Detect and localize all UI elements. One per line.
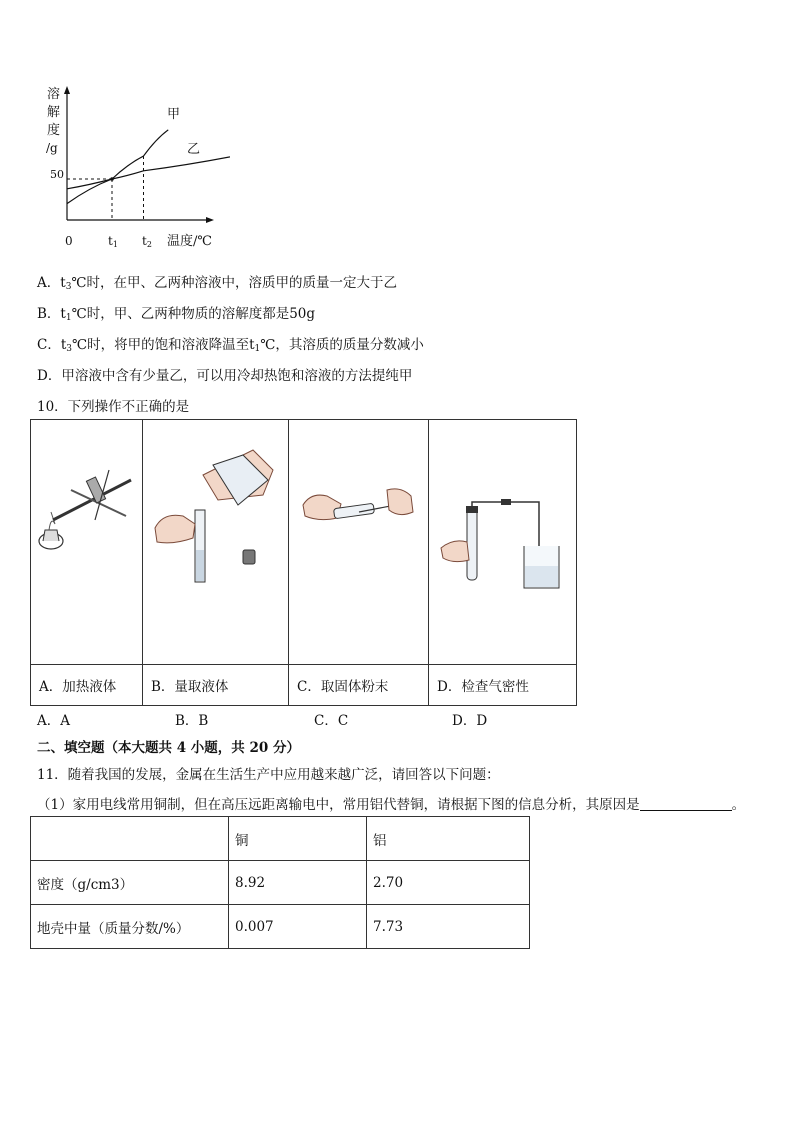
q9-option-b: B．$t_1℃$时，甲、乙两种物质的溶解度都是50g	[37, 306, 316, 323]
x-axis-label: 温度/℃	[167, 234, 212, 249]
y-axis-label-1: 溶	[47, 87, 61, 102]
y-axis-label-4: /g	[46, 141, 58, 155]
origin-label: 0	[65, 234, 73, 248]
answer-blank[interactable]	[640, 796, 732, 811]
op-d-cell	[429, 420, 577, 665]
series-curve-yi	[67, 154, 230, 188]
table-row	[31, 905, 530, 949]
q10-operations-table	[30, 419, 577, 706]
measuring-liquid-illustration	[143, 420, 288, 660]
op-a-cell	[31, 420, 143, 665]
taking-powder-illustration	[289, 420, 428, 660]
y-axis-label-2: 解	[47, 105, 61, 120]
q10-answer-a: A．A	[37, 713, 70, 729]
table-header-copper: 铜	[229, 817, 367, 861]
x-tick-t1: t1	[108, 234, 118, 249]
metal-properties-table	[30, 816, 530, 949]
q9-option-d: D．甲溶液中含有少量乙，可以用冷却热饱和溶液的方法提纯甲	[37, 368, 413, 384]
heating-liquid-illustration	[31, 420, 142, 660]
solubility-graph	[30, 80, 230, 260]
copper-crust-content: 0.007	[229, 905, 367, 949]
q10-answer-c: C．C	[314, 713, 349, 729]
q9-option-a: A．$t_3℃$时，在甲、乙两种溶液中，溶质甲的质量一定大于乙	[37, 275, 398, 292]
airtightness-check-illustration	[429, 420, 576, 660]
section-title: 二、填空题（本大题共 4 小题，共 20 分）	[37, 740, 300, 756]
q11-sub1: （1）家用电线常用铜制，但在高压远距离输电中，常用铝代替铜，请根据下图的信息分析，其原因是 。	[37, 797, 746, 813]
table-row	[31, 861, 530, 905]
row-label-crust-content: 地壳中量（质量分数/%）	[31, 905, 229, 949]
series-curve-jia	[67, 130, 168, 204]
intersection-point	[110, 177, 114, 181]
y-tick-50: 50	[50, 168, 64, 181]
y-axis-label-3: 度	[47, 123, 61, 138]
op-c-cell	[289, 420, 429, 665]
x-axis-arrow	[206, 217, 214, 223]
curve-label-yi: 乙	[187, 142, 201, 157]
x-tick-t2: t2	[142, 234, 152, 249]
q11-stem: 11．随着我国的发展，金属在生活生产中应用越来越广泛，请回答以下问题：	[37, 767, 500, 783]
curve-label-jia: 甲	[167, 107, 181, 122]
op-b-caption: B．量取液体	[143, 665, 289, 706]
aluminum-density: 2.70	[367, 861, 530, 905]
table-header-aluminum: 铝	[367, 817, 530, 861]
op-c-caption: C．取固体粉末	[289, 665, 429, 706]
q10-answer-b: B．B	[175, 713, 209, 729]
y-axis-arrow	[64, 86, 70, 94]
op-b-cell	[143, 420, 289, 665]
table-header-empty	[31, 817, 229, 861]
copper-density: 8.92	[229, 861, 367, 905]
row-label-density: 密度（g/cm3）	[31, 861, 229, 905]
aluminum-crust-content: 7.73	[367, 905, 530, 949]
op-a-caption: A．加热液体	[31, 665, 143, 706]
q9-option-c: C．$t_3℃$时，将甲的饱和溶液降温至$t_1℃$，其溶质的质量分数减小	[37, 337, 424, 354]
q10-stem: 10．下列操作不正确的是	[37, 399, 190, 415]
op-d-caption: D．检查气密性	[429, 665, 577, 706]
q10-answer-d: D．D	[452, 713, 488, 729]
